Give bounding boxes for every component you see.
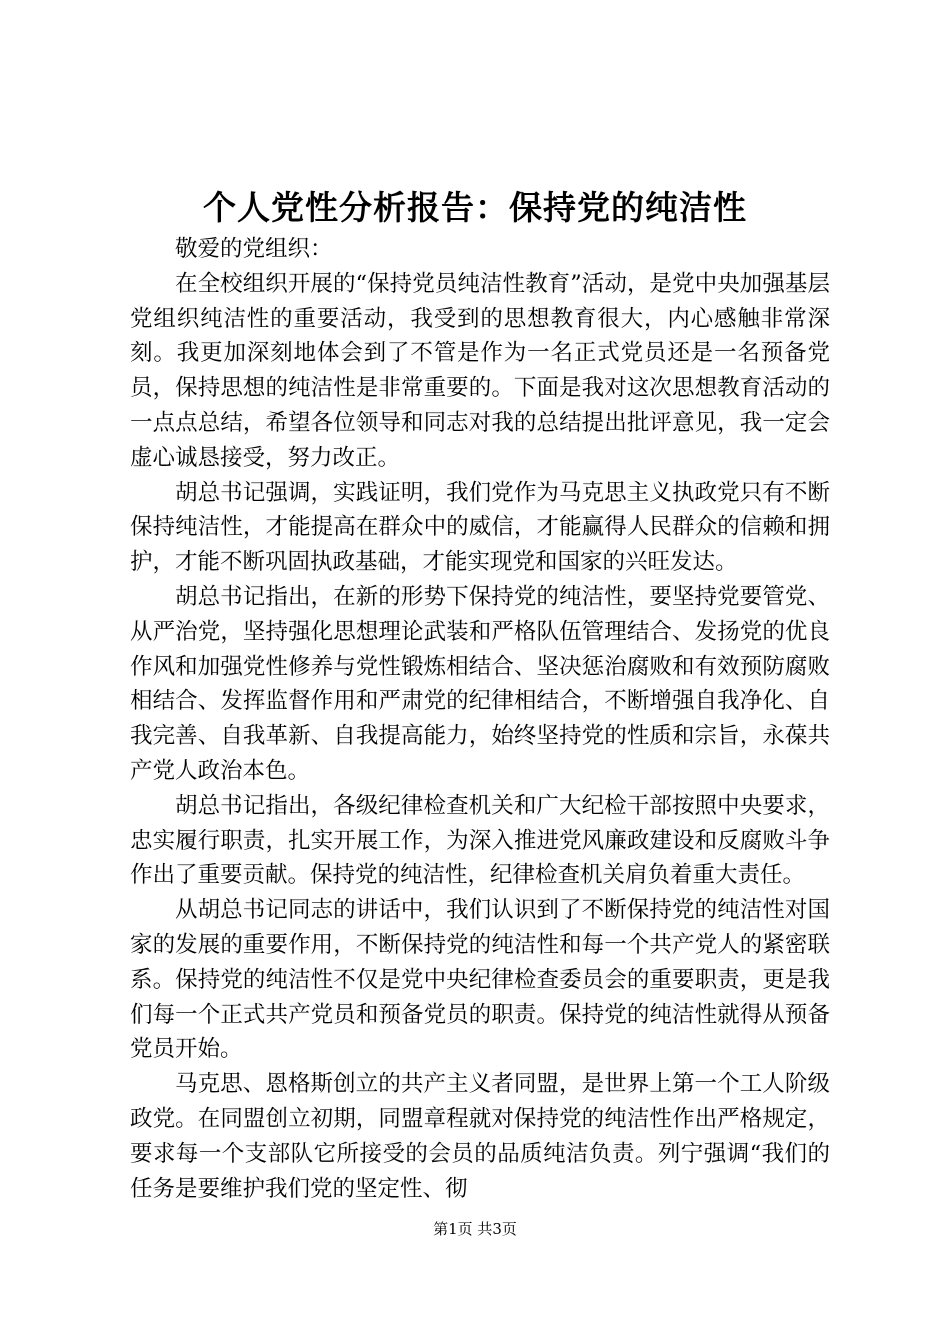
- paragraph: 胡总书记指出，在新的形势下保持党的纯洁性，要坚持党要管党、从严治党，坚持强化思想理论武装和严格队伍管理结合、发扬党的优良作风和加强党性修养与党性锻炼相结合、坚决惩治腐败和有效预防腐败相结合、发挥监督作用和严肃党的纪律相结合，不断增强自我净化、自我完善、自我革新、自我提高能力，始终坚持党的性质和宗旨，永葆共产党人政治本色。: [130, 583, 830, 784]
- document-title: 个人党性分析报告：保持党的纯洁性: [203, 188, 747, 227]
- paragraph: 从胡总书记同志的讲话中，我们认识到了不断保持党的纯洁性对国家的发展的重要作用，不断保持党的纯洁性和每一个共产党人的紧密联系。保持党的纯洁性不仅是党中央纪律检查委员会的重要职责，更是我们每一个正式共产党员和预备党员的职责。保持党的纯洁性就得从预备党员开始。: [130, 897, 830, 1063]
- paragraph: 胡总书记强调，实践证明，我们党作为马克思主义执政党只有不断保持纯洁性，才能提高在群众中的威信，才能赢得人民群众的信赖和拥护，才能不断巩固执政基础，才能实现党和国家的兴旺发达。: [130, 479, 830, 576]
- document-body: [130, 232, 830, 1206]
- salutation: 敬爱的党组织：: [175, 236, 333, 262]
- page-footer: 第1页 共3页: [433, 1220, 517, 1238]
- paragraph: 在全校组织开展的“保持党员纯洁性教育”活动，是党中央加强基层党组织纯洁性的重要活动，我受到的思想教育很大，内心感触非常深刻。我更加深刻地体会到了不管是作为一名正式党员还是一名预备党员，保持思想的纯洁性是非常重要的。下面是我对这次思想教育活动的一点点总结，希望各位领导和同志对我的总结提出批评意见，我一定会虚心诚恳接受，努力改正。: [130, 270, 830, 471]
- paragraph: 胡总书记指出，各级纪律检查机关和广大纪检干部按照中央要求，忠实履行职责，扎实开展工作，为深入推进党风廉政建设和反腐败斗争作出了重要贡献。保持党的纯洁性，纪律检查机关肩负着重大责任。: [130, 792, 830, 889]
- paragraph: 马克思、恩格斯创立的共产主义者同盟，是世界上第一个工人阶级政党。在同盟创立初期，同盟章程就对保持党的纯洁性作出严格规定，要求每一个支部队它所接受的会员的品质纯洁负责。列宁强调“我们的任务是要维护我们党的坚定性、彻: [130, 1071, 830, 1202]
